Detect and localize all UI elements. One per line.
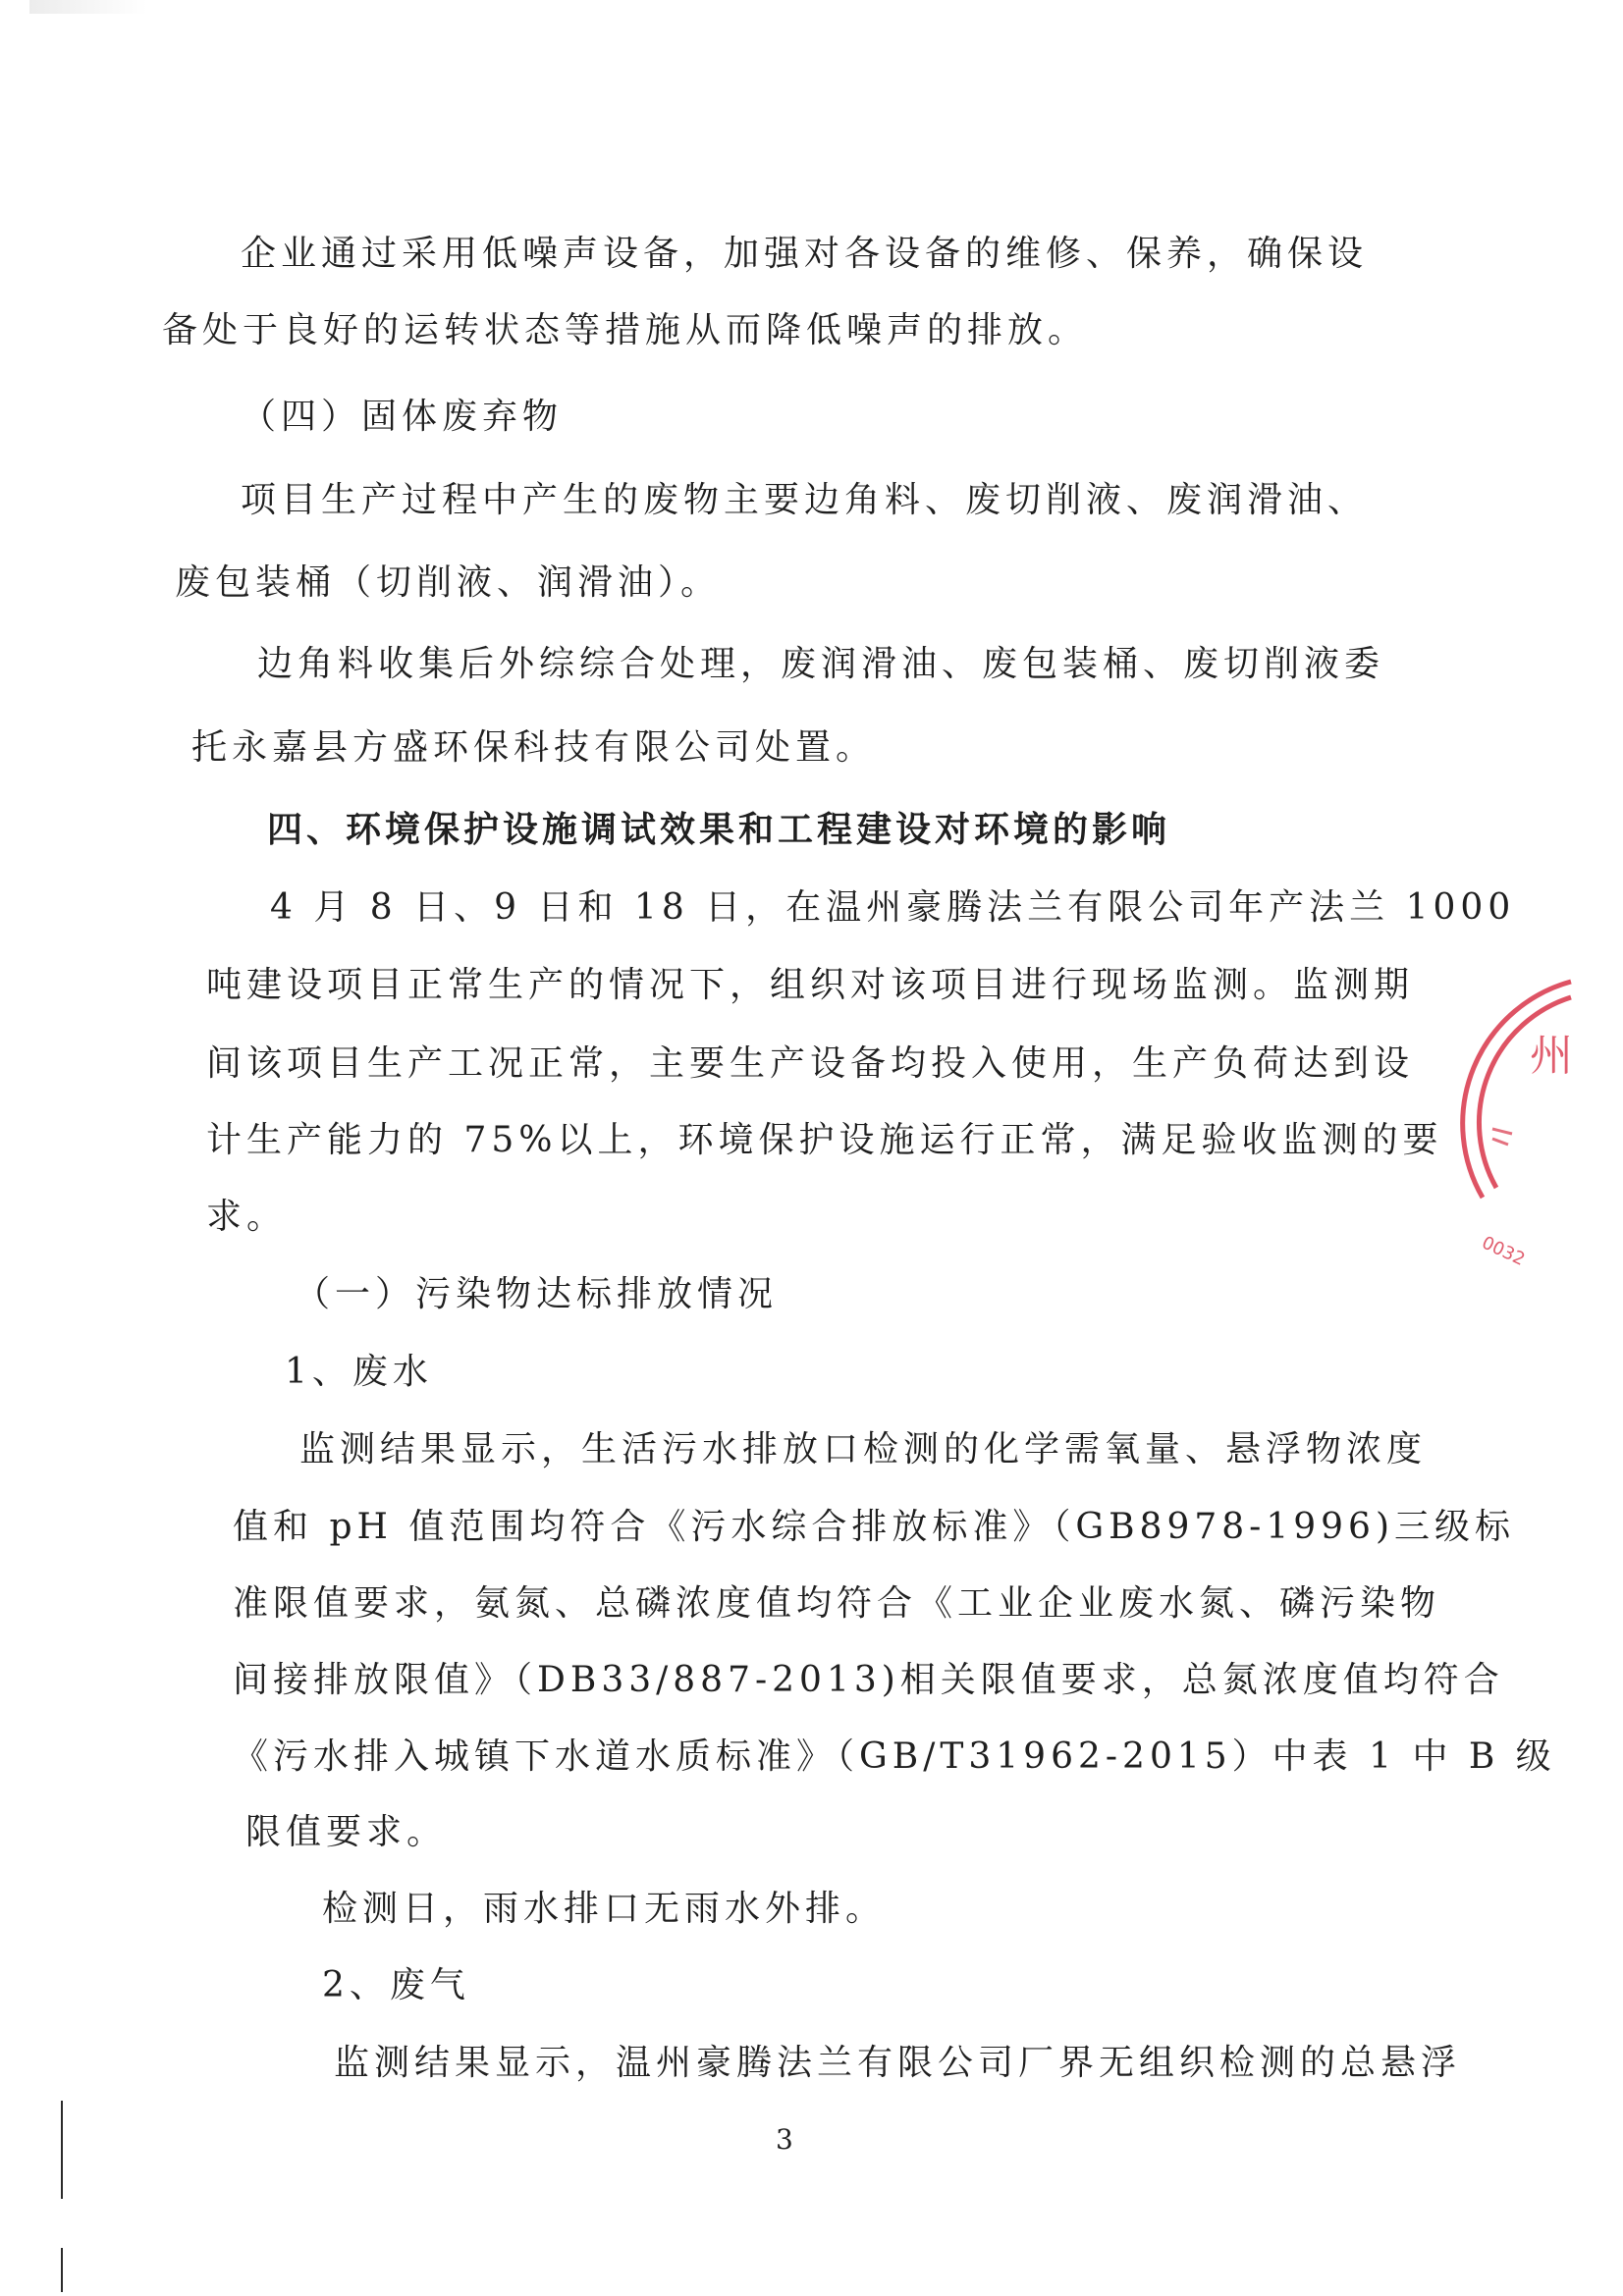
text-line-16: 监测结果显示，生活污水排放口检测的化学需氧量、悬浮物浓度 (299, 1429, 1428, 1469)
text-line-7: 托永嘉县方盛环保科技有限公司处置。 (191, 727, 877, 768)
text-line-13: 求。 (206, 1197, 288, 1237)
text-line-9: 4 月 8 日、9 日和 18 日，在温州豪腾法兰有限公司年产法兰 1000 (270, 887, 1516, 928)
text-line-18: 准限值要求，氨氮、总磷浓度值均符合《工业企业废水氮、磷污染物 (233, 1583, 1441, 1624)
subheading-exhaust-gas: 2、废气 (322, 1965, 470, 2005)
text-line-12: 计生产能力的 75%以上，环境保护设施运行正常，满足验收监测的要 (206, 1120, 1443, 1160)
official-seal-fragment (1453, 962, 1623, 1296)
text-line-21: 限值要求。 (245, 1812, 448, 1852)
text-line-6: 边角料收集后外综综合处理，废润滑油、废包装桶、废切削液委 (257, 644, 1385, 684)
scan-artifact (29, 0, 147, 14)
section-heading-solid-waste: （四）固体废弃物 (241, 397, 564, 437)
page-number: 3 (776, 2123, 793, 2156)
text-line-1: 企业通过采用低噪声设备，加强对各设备的维修、保养，确保设 (241, 234, 1369, 274)
text-line-10: 吨建设项目正常生产的情况下，组织对该项目进行现场监测。监测期 (206, 965, 1415, 1005)
seal-digits: 0032 (1478, 1232, 1529, 1270)
text-line-22: 检测日，雨水排口无雨水外排。 (322, 1889, 887, 1929)
text-line-24: 监测结果显示，温州豪腾法兰有限公司厂界无组织检测的总悬浮 (334, 2043, 1462, 2083)
scan-edge-mark (61, 2248, 63, 2292)
text-line-11: 间该项目生产工况正常，主要生产设备均投入使用，生产负荷达到设 (206, 1043, 1415, 1084)
text-line-2: 备处于良好的运转状态等措施从而降低噪声的排放。 (162, 310, 1089, 350)
text-line-4: 项目生产过程中产生的废物主要边角料、废切削液、废润滑油、 (241, 480, 1369, 520)
seal-char: 州 (1530, 1031, 1573, 1081)
text-line-17: 值和 pH 值范围均符合《污水综合排放标准》（GB8978-1996)三级标 (233, 1507, 1515, 1547)
scan-edge-mark (61, 2101, 63, 2199)
text-line-19: 间接排放限值》（DB33/887-2013)相关限值要求，总氮浓度值均符合 (233, 1660, 1504, 1700)
text-line-20: 《污水排入城镇下水道水质标准》（GB/T31962-2015）中表 1 中 B 级 (233, 1736, 1556, 1777)
text-line-5: 废包装桶（切削液、润滑油）。 (175, 562, 722, 603)
section-heading-environment: 四、环境保护设施调试效果和工程建设对环境的影响 (267, 809, 1171, 850)
subheading-wastewater: 1、废水 (285, 1352, 433, 1392)
subheading-pollutants: （一）污染物达标排放情况 (295, 1274, 779, 1314)
